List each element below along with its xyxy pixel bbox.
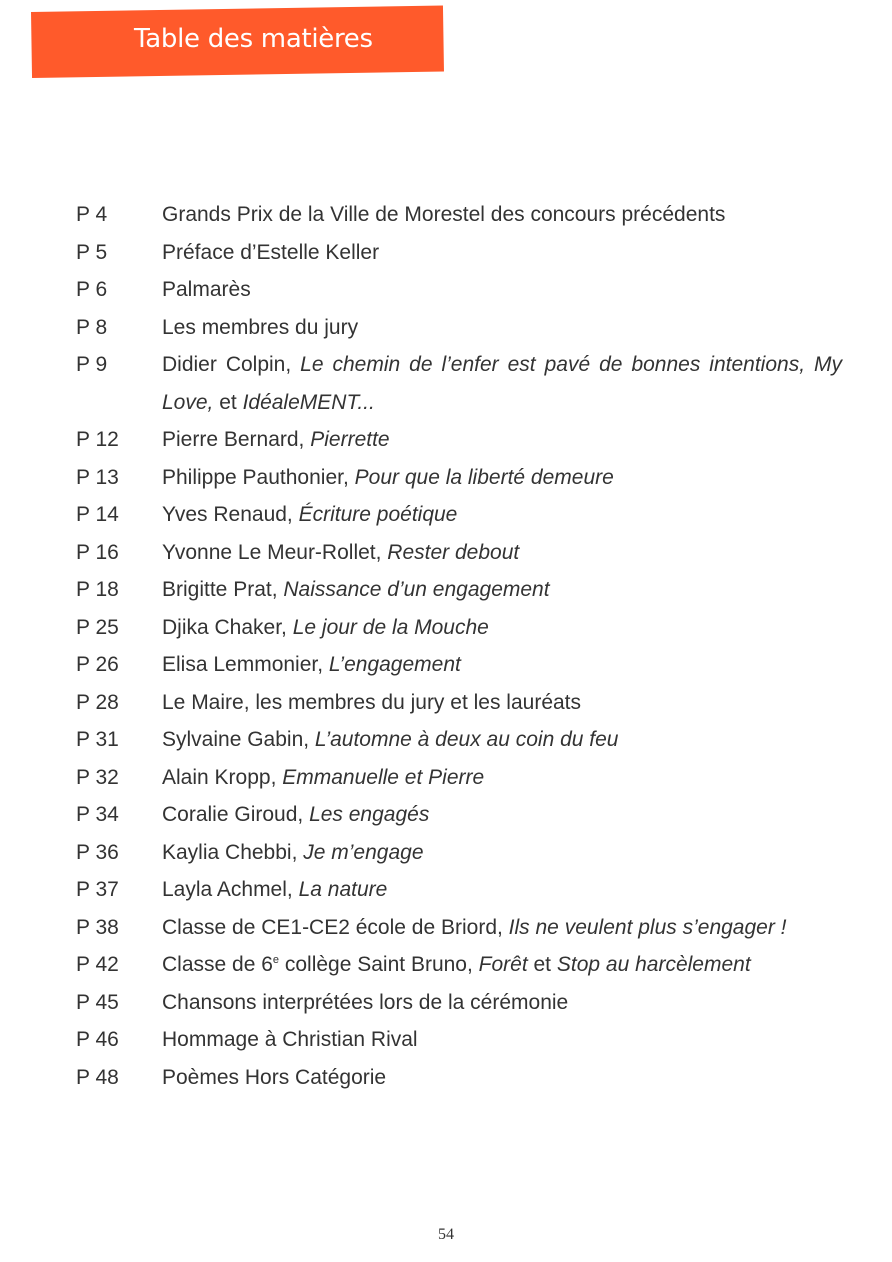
toc-page-number: P 16 xyxy=(76,540,119,564)
toc-page-number: P 34 xyxy=(76,803,119,826)
toc-entry xyxy=(76,909,842,947)
toc-work-title: Naissance d’un engagement xyxy=(283,578,550,601)
toc-entry-text xyxy=(162,796,842,834)
page-number: 54 xyxy=(438,1226,454,1243)
toc-entry xyxy=(76,534,842,572)
toc-page-number: P 13 xyxy=(76,465,119,489)
toc-work-title: Forêt xyxy=(478,953,528,976)
toc-work-title: Pierrette xyxy=(310,428,390,451)
toc-entry xyxy=(76,834,842,872)
toc-entry xyxy=(76,646,842,684)
toc-page-number: P 46 xyxy=(76,1028,119,1051)
toc-entry-text xyxy=(162,609,842,647)
toc-entry xyxy=(76,796,842,834)
toc-page-number: P 4 xyxy=(76,203,108,226)
toc-entry-text xyxy=(162,721,842,759)
toc-entry xyxy=(76,946,842,984)
toc-entry xyxy=(76,984,842,1022)
toc-entry xyxy=(76,421,842,459)
toc-page-number: P 31 xyxy=(76,728,119,751)
toc-entry-text xyxy=(162,684,842,722)
toc-entry-text xyxy=(162,946,842,984)
toc-author: Kaylia Chebbi, xyxy=(162,840,304,864)
toc-entry xyxy=(76,609,842,647)
toc-page-number: P 26 xyxy=(76,653,119,676)
toc-page-number: P 45 xyxy=(76,990,119,1014)
toc-work-title: Je m’engage xyxy=(303,840,424,864)
toc-page-number: P 6 xyxy=(76,278,108,301)
toc-entry-text xyxy=(162,534,842,572)
toc-work-title: La nature xyxy=(298,878,388,901)
toc-entry xyxy=(76,571,842,609)
toc-entry-text xyxy=(162,834,842,872)
toc-author: Les membres du jury xyxy=(162,315,359,339)
toc-page-number: P 48 xyxy=(76,1065,119,1089)
toc-entry-text xyxy=(162,984,842,1022)
toc-page-number: P 8 xyxy=(76,315,108,339)
toc-author: Elisa Lemmonier, xyxy=(162,653,329,676)
toc-author: Classe de CE1-CE2 école de Briord, xyxy=(162,915,509,939)
toc-work-title: L’engagement xyxy=(328,653,461,676)
toc-entry xyxy=(76,721,842,759)
toc-entry-text xyxy=(162,196,842,234)
toc-entry xyxy=(76,1059,842,1097)
toc-entry xyxy=(76,234,842,272)
toc-page-number: P 25 xyxy=(76,615,119,639)
toc-work-title: IdéaleMENT... xyxy=(242,390,375,414)
toc-page-number: P 9 xyxy=(76,353,108,376)
toc-author: Préface d’Estelle Keller xyxy=(162,240,380,264)
toc-entry-text xyxy=(162,871,842,909)
toc-page-number: P 12 xyxy=(76,428,119,451)
toc-author: Alain Kropp, xyxy=(162,765,283,789)
toc-author: Yvonne Le Meur-Rollet, xyxy=(162,540,388,564)
toc-entry-text xyxy=(162,571,842,609)
toc-author: Didier Colpin, xyxy=(162,353,301,376)
toc-author: Djika Chaker, xyxy=(162,615,293,639)
toc-entry-text xyxy=(162,421,842,459)
toc-author: Grands Prix de la Ville de Morestel des concours précédents xyxy=(162,203,726,226)
toc-author: Poèmes Hors Catégorie xyxy=(162,1065,387,1089)
toc-entry xyxy=(76,346,842,421)
toc-page-number: P 37 xyxy=(76,878,119,901)
toc-entry-text xyxy=(162,1059,842,1097)
toc-page-number: P 5 xyxy=(76,240,108,264)
toc-work-title: Ils ne veulent plus s’engager ! xyxy=(508,915,787,939)
toc-author: Philippe Pauthonier, xyxy=(162,465,355,489)
toc-work-title: Le chemin de l’enfer est pavé de bonnes intentions, My Love, xyxy=(162,353,842,414)
toc-work-title: Stop au harcèlement xyxy=(556,953,751,976)
toc-page-number: P 14 xyxy=(76,503,119,526)
toc-ordinal-suffix: e xyxy=(272,954,280,966)
toc-author: Classe de 6 xyxy=(162,953,273,976)
toc-page-number: P 36 xyxy=(76,840,119,864)
toc-entry-text xyxy=(162,271,842,309)
toc-entry-text xyxy=(162,459,842,497)
page-title: Table des matières xyxy=(134,24,373,54)
toc-author: Layla Achmel, xyxy=(162,878,299,901)
toc-author: Coralie Giroud, xyxy=(162,803,310,826)
toc-author: Palmarès xyxy=(162,278,251,301)
toc-work-title: Pour que la liberté demeure xyxy=(354,465,614,489)
toc-entry-text xyxy=(162,309,842,347)
toc-entry xyxy=(76,271,842,309)
toc-entry xyxy=(76,759,842,797)
toc-author: Pierre Bernard, xyxy=(162,428,311,451)
toc-entry xyxy=(76,684,842,722)
toc-entry xyxy=(76,459,842,497)
toc-entry xyxy=(76,496,842,534)
toc-work-title: Rester debout xyxy=(387,540,520,564)
toc-page-number: P 18 xyxy=(76,578,119,601)
toc-connector: et xyxy=(527,953,557,976)
toc-work-title: Emmanuelle et Pierre xyxy=(282,765,485,789)
toc-entry-text xyxy=(162,346,842,421)
toc-connector: et xyxy=(213,390,243,414)
toc-author: Le Maire, les membres du jury et les lauréats xyxy=(162,690,582,714)
toc-page-number: P 42 xyxy=(76,953,119,976)
toc-author: Brigitte Prat, xyxy=(162,578,284,601)
toc-author: Sylvaine Gabin, xyxy=(162,728,315,751)
toc-work-title: Le jour de la Mouche xyxy=(292,615,489,639)
table-of-contents xyxy=(76,196,842,1096)
toc-author: collège Saint Bruno, xyxy=(279,953,479,976)
toc-page-number: P 32 xyxy=(76,765,119,789)
toc-entry-text xyxy=(162,496,842,534)
toc-entry xyxy=(76,1021,842,1059)
toc-entry xyxy=(76,196,842,234)
toc-author: Hommage à Christian Rival xyxy=(162,1028,418,1051)
toc-author: Yves Renaud, xyxy=(162,503,299,526)
toc-entry-text xyxy=(162,646,842,684)
toc-entry-text xyxy=(162,909,842,947)
toc-entry-text xyxy=(162,759,842,797)
toc-entry-text xyxy=(162,1021,842,1059)
toc-work-title: L’automne à deux au coin du feu xyxy=(314,728,619,751)
toc-page-number: P 28 xyxy=(76,690,119,714)
toc-author: Chansons interprétées lors de la cérémonie xyxy=(162,990,569,1014)
toc-page-number: P 38 xyxy=(76,915,119,939)
toc-work-title: Les engagés xyxy=(309,803,430,826)
toc-entry-text xyxy=(162,234,842,272)
toc-entry xyxy=(76,309,842,347)
toc-work-title: Écriture poétique xyxy=(298,503,458,526)
toc-entry xyxy=(76,871,842,909)
